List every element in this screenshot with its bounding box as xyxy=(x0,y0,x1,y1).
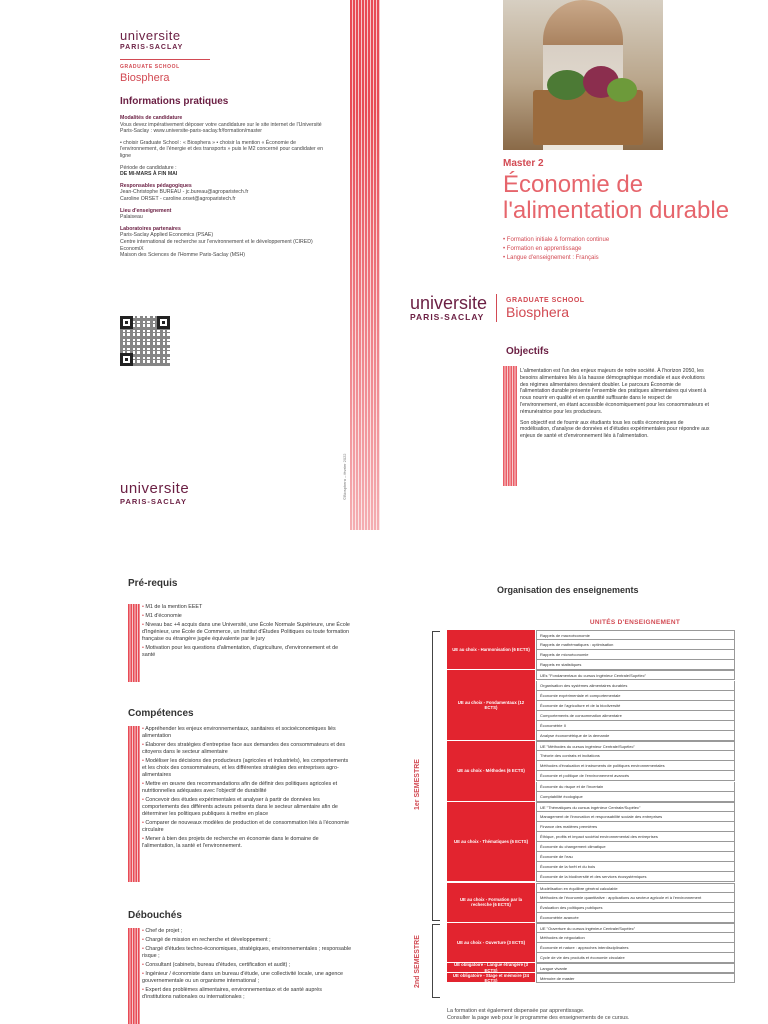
list-item: • Chargé de mission en recherche et développement ; xyxy=(142,937,271,943)
list-item: • Comparer de nouveaux modèles de production et de consommation liés à l'économie circulaire xyxy=(142,820,349,833)
table-row: UE "Méthodes du cursus ingénieur Centrale/Supélec" xyxy=(536,741,735,751)
table-row: UE "Thématiques du cursus ingénieur Centrale/Supélec" xyxy=(536,802,735,812)
objectifs-paragraph: Son objectif est de fournir aux étudiants tous les outils économiques de modélisation, d'analyse de données et d'études expérimentales pour répondre aux enjeux de santé et d'environnement liés à l'alimentation. xyxy=(520,419,710,440)
table-row: Économie du risque et de l'incertain xyxy=(536,782,735,792)
table-row: Rappels de mathématiques : optimisation xyxy=(536,640,735,650)
graduate-school-label: GRADUATE SCHOOL xyxy=(120,64,180,70)
competences-heading: Compétences xyxy=(128,708,194,719)
table-row: Économétrie avancée xyxy=(536,913,735,923)
university-subtitle: PARIS-SACLAY xyxy=(410,312,485,322)
table-row: Analyse économétrique de la demande xyxy=(536,731,735,741)
table-row: Éthique, profits et impact sociétal environnemental des entreprises xyxy=(536,832,735,842)
ue-block-label: UE au choix - Méthodes (6 ECTS) xyxy=(447,741,535,802)
table-row: Économie du changement climatique xyxy=(536,842,735,852)
lieu-value: Palaiseau xyxy=(120,214,143,221)
list-item: • Mener à bien des projets de recherche en économie dans le domaine de l'alimentation, la santé et l'environnement. xyxy=(142,836,319,849)
ue-block-label: UE au choix - Formation par la recherche (6 ECTS) xyxy=(447,883,535,923)
responsables-block xyxy=(120,183,330,203)
list-item: • Ingénieur / économiste dans un bureau d'étude, une collectivité locale, une agence gouvernementale ou un organisme international ; xyxy=(142,971,344,984)
university-subtitle: PARIS-SACLAY xyxy=(120,44,184,51)
table-row: Économie de la forêt et du bois xyxy=(536,862,735,872)
table-row: Mémoire de master xyxy=(536,973,735,983)
prerequis-stripe xyxy=(128,604,140,682)
cover-bullet: • Formation en apprentissage xyxy=(503,245,609,254)
ue-heading: UNITÉS D'ENSEIGNEMENT xyxy=(589,619,681,626)
period-label: Période de candidature : xyxy=(120,164,177,171)
biosphera-logo-cover xyxy=(410,294,585,322)
debouches-heading: Débouchés xyxy=(128,910,182,921)
qr-code-icon[interactable] xyxy=(120,316,170,366)
list-item: • M1 d'économie xyxy=(142,613,182,619)
master-label: Master 2 xyxy=(503,158,544,169)
university-logo-bottom xyxy=(120,480,189,506)
lieu-title: Lieu d'enseignement xyxy=(120,207,172,214)
school-block xyxy=(506,297,585,320)
table-row: Économie de l'agriculture et de la biodiversité xyxy=(536,701,735,711)
competences-stripe xyxy=(128,726,140,882)
list-item: • Chargé d'études techno-économiques, stratégiques, environnementales ; responsable risque ; xyxy=(142,946,352,959)
organisation-note xyxy=(447,1008,737,1021)
semester-2-label: 2nd SEMESTRE xyxy=(414,935,421,988)
back-panel xyxy=(0,0,350,530)
candidature-block xyxy=(120,115,330,135)
table-row: Rappels de macroéconomie xyxy=(536,630,735,640)
logo-divider xyxy=(120,59,210,60)
table-row: Modélisation en équilibre général calculable xyxy=(536,883,735,893)
responsable-1[interactable]: Jean-Christophe BUREAU - jc.bureau@agroparistech.fr xyxy=(120,189,249,196)
graduate-school-label: GRADUATE SCHOOL xyxy=(506,296,585,304)
school-name: Biosphera xyxy=(120,72,170,84)
table-row: Méthodes de l'économie quantitative : applications au secteur agricole et à l'environnement xyxy=(536,893,735,903)
list-item: • Élaborer des stratégies d'entreprise face aux demandes des consommateurs et des citoyens dans le secteur alimentaire xyxy=(142,742,346,755)
university-subtitle: PARIS-SACLAY xyxy=(120,497,188,506)
ue-block-label: UE au choix - Thématiques (6 ECTS) xyxy=(447,802,535,883)
decorative-stripe xyxy=(350,0,380,530)
table-row: Rappels de microéconomie xyxy=(536,650,735,660)
labs-title: Laboratoires partenaires xyxy=(120,225,181,232)
table-row: Théorie des contrats et incitations xyxy=(536,751,735,761)
farmer-vegetables-photo xyxy=(503,0,663,150)
table-row: Comportements de consommation alimentaire xyxy=(536,711,735,721)
table-row: Finance des matières premières xyxy=(536,822,735,832)
list-item: • Niveau bac +4 acquis dans une Université, une École Normale Supérieure, une École d'Ingénieur, une École de Commerce, un Institut d'Études Politiques ou toute formation française ou étrangère jugée équivalente par le jury xyxy=(142,622,350,642)
prerequis-list xyxy=(142,604,352,661)
list-item: • Concevoir des études expérimentales et analyser à partir de données les comportements des différents acteurs présents dans le secteur alimentaire afin de déterminer les politiques publiques à mettre en place xyxy=(142,797,338,817)
table-row: Méthodes de négociation xyxy=(536,933,735,943)
table-row: Organisation des systèmes alimentaires durables xyxy=(536,681,735,691)
ue-block-label: UE au choix - Harmonisation (6 ECTS) xyxy=(447,630,535,670)
choose-block xyxy=(120,140,330,160)
table-row: Langue vivante xyxy=(536,963,735,973)
objectifs-paragraph: L'alimentation est l'un des enjeux majeurs de notre société. À l'horizon 2050, les besoins alimentaires liés à la hausse démographique mondiale et aux évolutions des régimes alimentaires devraient doubler. Le parcours Économie de l'alimentation durable présente l'ensemble des pratiques alimentaires qui visent à nous nourrir en qualité et en quantité suffisante dans le respect de l'environnement, en étant accessible économiquement pour les consommateurs et rémunératrice pour les producteurs. xyxy=(520,368,709,415)
semester-1-bracket xyxy=(432,631,440,921)
table-row: Management de l'innovation et responsabilité sociale des entreprises xyxy=(536,812,735,822)
list-item: • Expert des problèmes alimentaires, environnementaux et de santé auprès d'institutions nationales ou internationales ; xyxy=(142,987,322,1000)
semester-1-label: 1er SEMESTRE xyxy=(414,759,421,810)
debouches-list xyxy=(142,928,352,1003)
table-row: Cycle de vie des produits et économie circulaire xyxy=(536,953,735,963)
cover-bullet: • Langue d'enseignement : Français xyxy=(503,254,609,263)
responsable-2[interactable]: Caroline ORSET - caroline.orset@agroparistech.fr xyxy=(120,195,236,202)
lab-item: Maison des Sciences de l'Homme Paris-Saclay (MSH) xyxy=(120,252,245,259)
prerequis-heading: Pré-requis xyxy=(128,578,178,589)
choose-text: • choisir Graduate School : « Biosphera » • choisir la mention « Économie de l'environnement, de l'énergie et des transports » puis le M2 concerné pour candidater en ligne xyxy=(120,139,323,159)
lieu-block xyxy=(120,208,330,221)
biosphera-logo-top xyxy=(120,28,210,84)
ue-block-label: UE au choix - Ouverture (3 ECTS) xyxy=(447,923,535,963)
list-item: • Consultant (cabinets, bureau d'études, certification et audit) ; xyxy=(142,962,291,968)
table-row: Économie et politique de l'environnement avancés xyxy=(536,771,735,781)
table-row: Économétrie II xyxy=(536,721,735,731)
lab-item: Paris-Saclay Applied Economics (PSAE) xyxy=(120,232,214,239)
ue-block-label: UE obligatoire - Langue étrangère (3 ECTS) xyxy=(447,963,535,973)
university-wordmark-block xyxy=(410,294,487,322)
table-row: Économie expérimentale et comportementale xyxy=(536,691,735,701)
lab-item: Centre international de recherche sur l'environnement et le développement (CIRED) xyxy=(120,238,313,245)
candidature-title: Modalités de candidature xyxy=(120,115,183,121)
semester-2-bracket xyxy=(432,924,440,998)
list-item: • Appréhender les enjeux environnementaux, sanitaires et socioéconomiques liés alimentation xyxy=(142,726,336,739)
practical-info-heading: Informations pratiques xyxy=(120,96,229,107)
table-row: Comptabilité écologique xyxy=(536,792,735,802)
list-item: • M1 de la mention EEET xyxy=(142,604,203,610)
lab-item: EconomiX xyxy=(120,245,144,252)
table-row: Rappels en statistiques xyxy=(536,660,735,670)
table-row: Économie de l'eau xyxy=(536,852,735,862)
cover-title: Économie de l'alimentation durable xyxy=(503,171,730,224)
university-wordmark: universite xyxy=(120,28,181,43)
note-line: La formation est également dispensée par apprentissage. xyxy=(447,1008,585,1014)
objectifs-text xyxy=(520,368,710,444)
list-item: • Chef de projet ; xyxy=(142,928,183,934)
ue-block-label: UE obligatoire - Stage et mémoire (24 ECTS) xyxy=(447,973,535,983)
objectifs-heading: Objectifs xyxy=(506,346,549,357)
responsables-title: Responsables pédagogiques xyxy=(120,182,192,189)
table-row: UEs "Fondamentaux du cursus ingénieur Centrale/Supélec" xyxy=(536,670,735,680)
university-wordmark: universite xyxy=(410,293,488,313)
cover-bullet: • Formation initiale & formation continue xyxy=(503,236,609,245)
ue-block-label: UE au choix - Fondamentaux (12 ECTS) xyxy=(447,670,535,741)
labs-block xyxy=(120,226,330,259)
list-item: • Motivation pour les questions d'alimentation, d'agriculture, d'environnement et de santé xyxy=(142,645,339,658)
competences-list xyxy=(142,726,352,852)
list-item: • Modéliser les décisions des producteurs (agricoles et industriels), les comportements et les choix des consommateurs, et les différentes stratégies des entreprises agro-alimentaires xyxy=(142,758,349,778)
table-row: Économie de la biodiversité et des services écosystémiques xyxy=(536,872,735,882)
table-row: UE "Ouverture du cursus ingénieur Centrale/Supélec" xyxy=(536,923,735,933)
university-wordmark: universite xyxy=(120,480,190,497)
debouches-stripe xyxy=(128,928,140,1024)
school-name: Biosphera xyxy=(506,303,570,320)
credit-text: ©Biosphera – février 2022 xyxy=(342,453,347,500)
table-row: Économie et nature : approches interdisciplinaires xyxy=(536,943,735,953)
candidature-text: Vous devez impérativement déposer votre candidature sur le site internet de l'Université Paris-Saclay : www.universite-paris-saclay.fr/formation/master xyxy=(120,121,322,135)
period-block xyxy=(120,165,330,178)
table-row: Évaluation des politiques publiques xyxy=(536,903,735,913)
organisation-heading: Organisation des enseignements xyxy=(497,585,639,595)
table-row: Méthodes d'évaluation et instruments de politiques environnementales xyxy=(536,761,735,771)
objectifs-stripe xyxy=(503,366,517,486)
period-value: DE MI-MARS À FIN MAI xyxy=(120,171,178,178)
practical-info xyxy=(120,96,330,264)
note-line: Consulter la page web pour le programme des enseignements de ce cursus. xyxy=(447,1014,630,1021)
logo-divider xyxy=(496,294,497,322)
cover-bullets xyxy=(503,236,609,263)
list-item: • Mettre en œuvre des recommandations afin de définir des politiques agricoles et nutritionnelles adéquates avec l'objectif de durabilité xyxy=(142,781,338,794)
